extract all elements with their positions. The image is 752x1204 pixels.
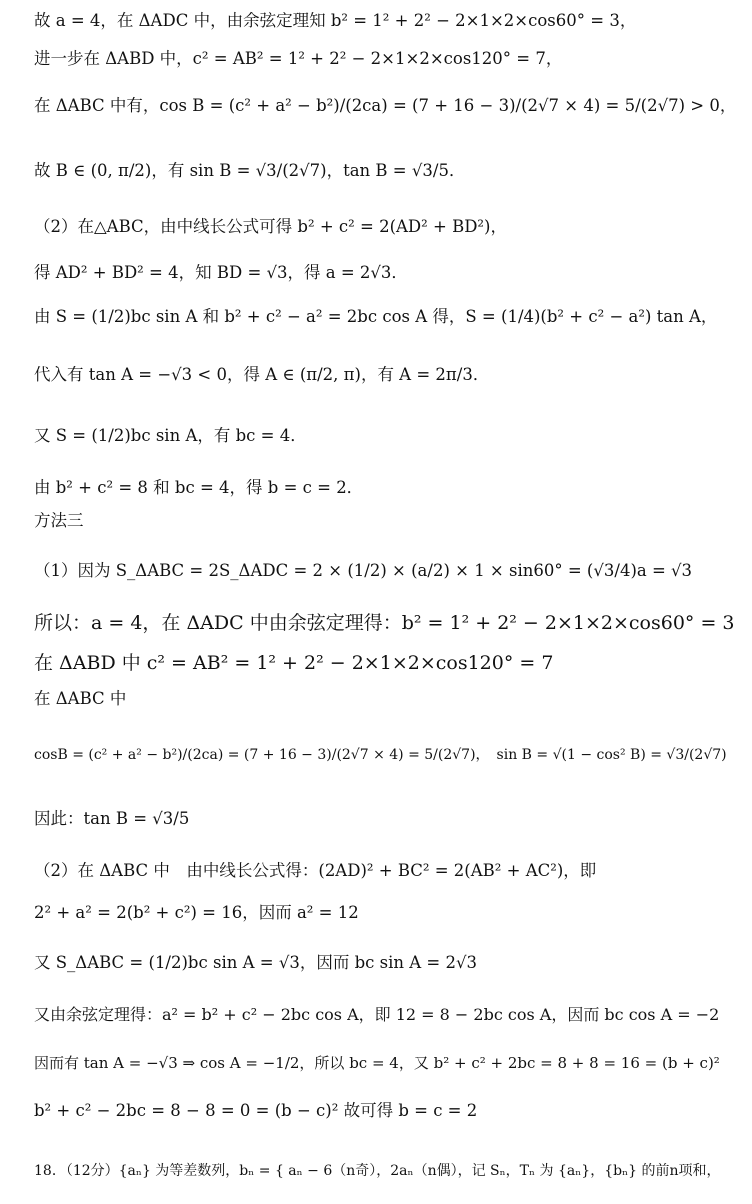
text-line: 又 S_ΔABC = (1/2)bc sin A = √3，因而 bc sin A = 2√3 (34, 953, 477, 972)
text-line: 代入有 tan A = −√3 < 0，得 A ∈ (π/2, π)，有 A = 2π/3． (34, 365, 490, 384)
text-line: 在 ΔABC 中有，cos B = (c² + a² − b²)/(2ca) = (7 + 16 − 3)/(2√7 × 4) = 5/(2√7) > 0， (34, 96, 737, 115)
text-line: cosB = (c² + a² − b²)/(2ca) = (7 + 16 − 3)/(2√7 × 4) = 5/(2√7)， sin B = √(1 − cos² B) = √3/(2√7) (34, 747, 727, 763)
text-line: 因此：tan B = √3/5 (34, 809, 190, 828)
text-line: （2）在△ABC，由中线长公式可得 b² + c² = 2(AD² + BD²)， (34, 217, 507, 236)
text-line: 在 ΔABC 中 (34, 689, 127, 708)
text-line: 因而有 tan A = −√3 ⇒ cos A = −1/2，所以 bc = 4，又 b² + c² + 2bc = 8 + 8 = 16 = (b + c)² (34, 1054, 720, 1072)
text-line: 2² + a² = 2(b² + c²) = 16，因而 a² = 12 (34, 903, 359, 922)
text-line: 故 a = 4，在 ΔADC 中，由余弦定理知 b² = 1² + 2² − 2×1×2×cos60° = 3， (34, 11, 637, 30)
text-line: 由 b² + c² = 8 和 bc = 4，得 b = c = 2． (34, 478, 364, 497)
text-line: 在 ΔABD 中 c² = AB² = 1² + 2² − 2×1×2×cos120° = 7 (34, 652, 554, 674)
text-line: 又 S = (1/2)bc sin A，有 bc = 4． (34, 426, 307, 445)
text-line: 进一步在 ΔABD 中，c² = AB² = 1² + 2² − 2×1×2×cos120° = 7， (34, 49, 563, 68)
section-heading: 方法三 (34, 511, 84, 530)
problem-18-line: 18．（12分）{aₙ} 为等差数列，bₙ = { aₙ − 6（n奇），2aₙ（n偶），记 Sₙ，Tₙ 为 {aₙ}，{bₙ} 的前n项和， (34, 1163, 721, 1179)
text-line: 又由余弦定理得：a² = b² + c² − 2bc cos A，即 12 = 8 − 2bc cos A，因而 bc cos A = −2 (34, 1005, 720, 1024)
text-line: 得 AD² + BD² = 4，知 BD = √3，得 a = 2√3． (34, 263, 408, 282)
text-line: （2）在 ΔABC 中 由中线长公式得：(2AD)² + BC² = 2(AB² + AC²)，即 (34, 861, 597, 880)
text-line: （1）因为 S_ΔABC = 2S_ΔADC = 2 × (1/2) × (a/2) × 1 × sin60° = (√3/4)a = √3 (34, 561, 693, 580)
text-line: 所以：a = 4，在 ΔADC 中由余弦定理得：b² = 1² + 2² − 2×1×2×cos60° = 3 (34, 612, 735, 634)
text-line: b² + c² − 2bc = 8 − 8 = 0 = (b − c)² 故可得 b = c = 2 (34, 1101, 478, 1120)
text-line: 故 B ∈ (0, π/2)，有 sin B = √3/(2√7)，tan B = √3/5． (34, 161, 466, 180)
text-line: 由 S = (1/2)bc sin A 和 b² + c² − a² = 2bc cos A 得，S = (1/4)(b² + c² − a²) tan A， (34, 307, 718, 326)
